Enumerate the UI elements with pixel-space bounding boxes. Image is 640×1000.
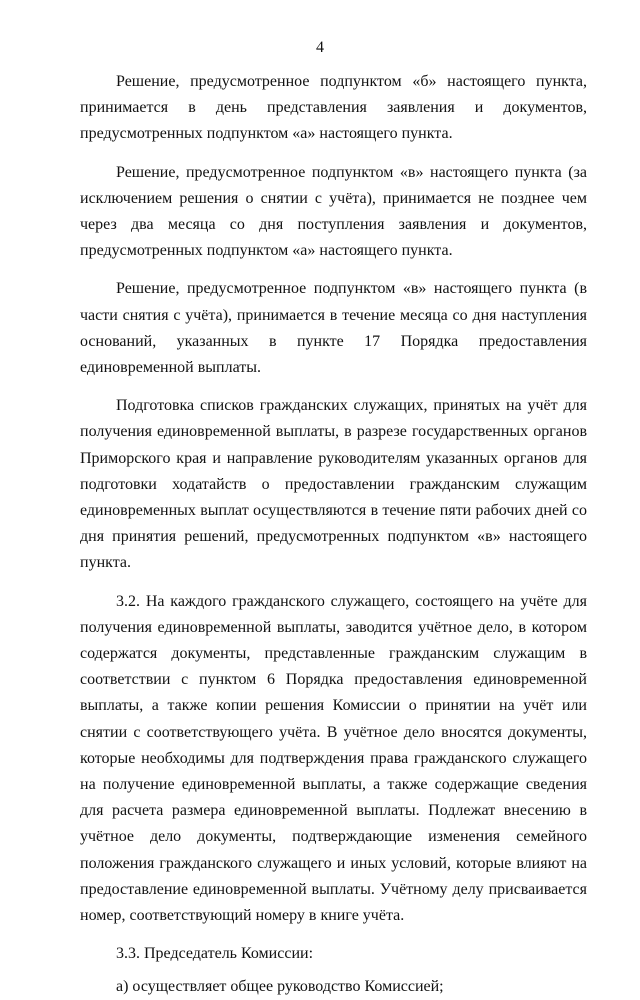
paragraph-3-3-chairman: 3.3. Председатель Комиссии: [116, 945, 314, 963]
paragraph-decision-v-deregistration: Решение, предусмотренное подпунктом «в» настоящего пункта (в части снятия с учёта), принимается в течение месяца со дня наступления оснований, указанных в пункте 17 Порядка предоставления единовременной выплаты. [80, 280, 587, 377]
page-number: 4 [316, 39, 324, 56]
paragraph-decision-v-timing: Решение, предусмотренное подпунктом «в» настоящего пункта (за исключением решения о снятии с учёта), принимается не позднее чем через два месяца со дня поступления заявления и документов, предусмотренных подпунктом «а» настоящего пункта. [80, 163, 587, 260]
paragraph-3-2-registration-file: 3.2. На каждого гражданского служащего, состоящего на учёте для получения единовременной выплаты, заводится учётное дело, в котором содержатся документы, представленные гражданским служащим в соответствии с пунктом 6 Порядка предоставления единовременной выплаты, а также копии решения Комиссии о принятии на учёт или снятии с соответствующего учёта. В учётное дело вносятся документы, которые необходимы для подтверждения права гражданского служащего на получение единовременной выплаты, а также содержащие сведения для расчета размера единовременной выплаты. Подлежат внесению в учётное дело документы, подтверждающие изменения семейного положения гражданского служащего и иных условий, которые влияют на предоставление единовременной выплаты. Учётному делу присваивается номер, соответствующий номеру в книге учёта. [80, 592, 587, 925]
document-body [80, 69, 587, 1000]
paragraph-3-3-a-general-management: а) осуществляет общее руководство Комиссией; [116, 977, 444, 995]
paragraph-decision-b-timing: Решение, предусмотренное подпунктом «б» настоящего пункта, принимается в день представления заявления и документов, предусмотренных подпунктом «а» настоящего пункта. [80, 73, 587, 143]
paragraph-lists-preparation: Подготовка списков гражданских служащих, принятых на учёт для получения единовременной выплаты, в разрезе государственных органов Приморского края и направление руководителям указанных органов для подготовки ходатайств о предоставлении гражданским служащим единовременных выплат осуществляются в течение пяти рабочих дней со дня принятия решений, предусмотренных подпунктом «в» настоящего пункта. [80, 397, 587, 572]
